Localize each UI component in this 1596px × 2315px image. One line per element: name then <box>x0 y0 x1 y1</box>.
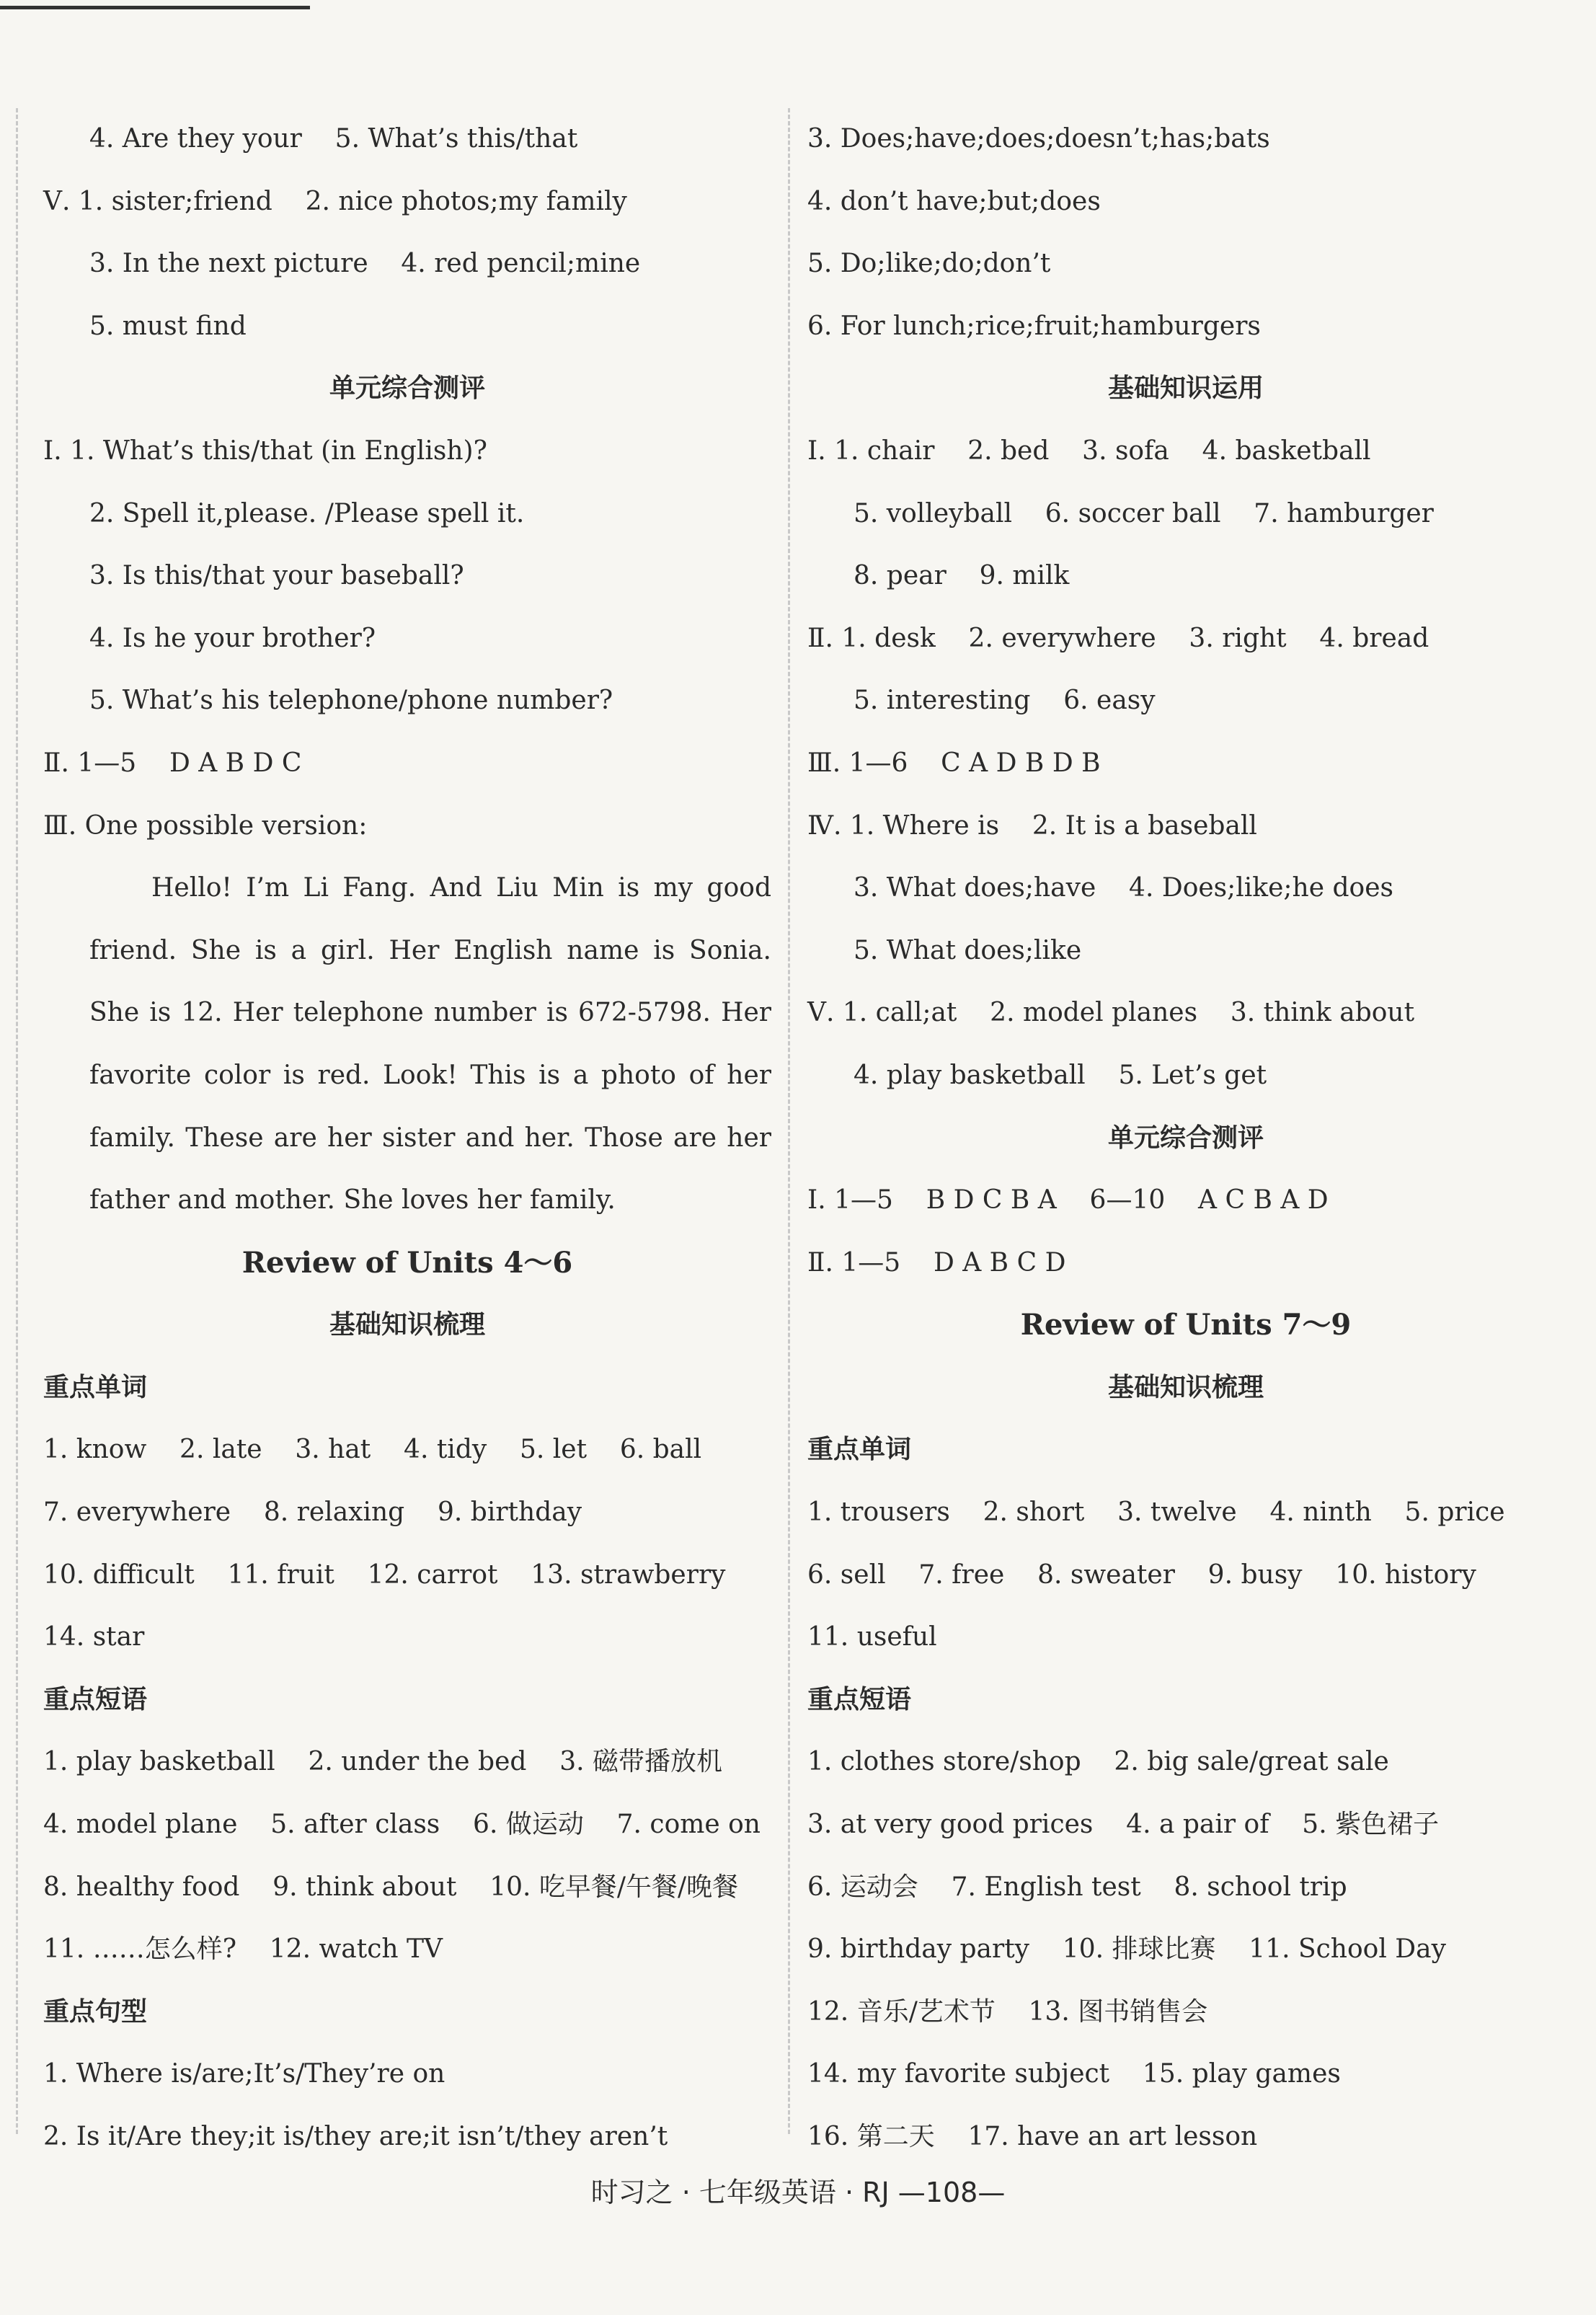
answer-line: 8. pear 9. milk <box>854 561 1070 591</box>
unit-test-heading: 单元综合测评 <box>329 373 485 404</box>
review-heading: Review of Units 4～6 <box>241 1245 573 1280</box>
word-line: 1. know 2. late 3. hat 4. tidy 5. let 6. ball <box>43 1435 702 1465</box>
answer-line: Ⅰ. 1. chair 2. bed 3. sofa 4. basketball <box>807 435 1371 466</box>
answer-line: 5. interesting 6. easy <box>854 686 1156 716</box>
answer-line: Ⅰ. 1. What’s this/that (in English)? <box>43 435 487 466</box>
answer-line: 3. Does;have;does;doesn’t;has;bats <box>807 124 1270 154</box>
column-divider <box>788 108 790 2134</box>
phrases-heading: 重点短语 <box>807 1684 912 1714</box>
word-line: 1. trousers 2. short 3. twelve 4. ninth 5. price <box>807 1497 1505 1528</box>
words-heading: 重点单词 <box>43 1372 148 1402</box>
apply-heading: 基础知识运用 <box>1107 373 1264 404</box>
phrase-line: 9. birthday party 10. 排球比赛 11. School Day <box>807 1934 1446 1965</box>
phrase-line: 16. 第二天 17. have an art lesson <box>807 2122 1258 2151</box>
word-line: 6. sell 7. free 8. sweater 9. busy 10. history <box>807 1559 1476 1590</box>
review-heading: Review of Units 7～9 <box>1020 1308 1352 1342</box>
sentences-heading: 重点句型 <box>43 1996 148 2027</box>
phrase-line: 14. my favorite subject 15. play games <box>807 2059 1341 2089</box>
answer-line: Ⅱ. 1—5 D A B C D <box>807 1247 1066 1278</box>
basics-heading: 基础知识梳理 <box>329 1310 485 1340</box>
answer-line: Ⅴ. 1. call;at 2. model planes 3. think about <box>807 998 1415 1028</box>
page-footer: 时习之 · 七年级英语 · RJ —108— <box>590 2177 1006 2208</box>
left-margin-divider <box>16 108 18 2134</box>
word-line: 11. useful <box>807 1622 937 1652</box>
answer-line: 2. Spell it,please. /Please spell it. <box>89 498 525 528</box>
answer-line: 3. What does;have 4. Does;like;he does <box>854 873 1393 903</box>
answer-line: 6. For lunch;rice;fruit;hamburgers <box>807 311 1261 341</box>
phrase-line: 8. healthy food 9. think about 10. 吃早餐/午餐/晚餐 <box>43 1872 739 1902</box>
sentence-line: 1. Where is/are;It’s/They’re on <box>43 2059 445 2089</box>
right-column <box>807 108 1564 2169</box>
sample-essay <box>43 857 771 1232</box>
answer-line: Ⅰ. 1—5 B D C B A 6—10 A C B A D <box>807 1185 1329 1216</box>
left-column <box>43 108 771 2169</box>
answer-line: 4. play basketball 5. Let’s get <box>854 1060 1267 1090</box>
answer-line: 3. Is this/that your baseball? <box>89 561 464 591</box>
phrase-line: 1. clothes store/shop 2. big sale/great sale <box>807 1747 1389 1777</box>
answer-line: 4. Is he your brother? <box>89 623 376 653</box>
phrase-line: 3. at very good prices 4. a pair of 5. 紫色裙子 <box>807 1810 1440 1840</box>
answer-line: 4. don’t have;but;does <box>807 186 1101 216</box>
word-line: 7. everywhere 8. relaxing 9. birthday <box>43 1497 582 1528</box>
word-line: 14. star <box>43 1622 145 1652</box>
phrases-heading: 重点短语 <box>43 1684 148 1714</box>
answer-line: 4. Are they your 5. What’s this/that <box>89 124 578 154</box>
answer-line: Ⅲ. One possible version: <box>43 810 368 841</box>
answer-line: 5. must find <box>89 311 247 341</box>
left-top-lines <box>43 108 771 358</box>
answer-line: Ⅱ. 1—5 D A B D C <box>43 748 302 778</box>
answer-line: Ⅳ. 1. Where is 2. It is a baseball <box>807 810 1257 841</box>
phrase-line: 4. model plane 5. after class 6. 做运动 7. come on <box>43 1810 761 1840</box>
phrase-line: 11. ……怎么样? 12. watch TV <box>43 1934 443 1965</box>
answer-line: 5. Do;like;do;don’t <box>807 249 1051 279</box>
answer-line: Ⅲ. 1—6 C A D B D B <box>807 748 1101 778</box>
answer-line: 5. What does;like <box>854 935 1082 965</box>
word-line: 10. difficult 11. fruit 12. carrot 13. strawberry <box>43 1559 726 1590</box>
answer-line: 3. In the next picture 4. red pencil;mine <box>89 249 641 279</box>
answer-line: Ⅴ. 1. sister;friend 2. nice photos;my family <box>43 186 627 216</box>
unit-test-heading: 单元综合测评 <box>1107 1123 1264 1153</box>
left-test-lines <box>43 420 771 857</box>
phrase-line: 1. play basketball 2. under the bed 3. 磁带播放机 <box>43 1747 722 1777</box>
essay-text: Hello! I’m Li Fang. And Liu Min is my good friend. She is a girl. Her English name is Sonia. She is 12. Her telephone number is 672-5798. Her favorite color is red. Look! This is a photo of her family. These are her sister and her. Those are her father and mother. She loves her family. <box>89 873 771 1216</box>
top-rule <box>0 6 310 9</box>
words-heading: 重点单词 <box>807 1435 912 1465</box>
phrase-line: 12. 音乐/艺术节 13. 图书销售会 <box>807 1996 1208 2027</box>
answer-line: 5. volleyball 6. soccer ball 7. hamburger <box>854 498 1434 528</box>
sentence-line: 2. Is it/Are they;it is/they are;it isn’t/they aren’t <box>43 2122 668 2151</box>
answer-line: Ⅱ. 1. desk 2. everywhere 3. right 4. bread <box>807 623 1429 653</box>
answer-line: 5. What’s his telephone/phone number? <box>89 686 613 716</box>
phrase-line: 6. 运动会 7. English test 8. school trip <box>807 1872 1347 1902</box>
basics-heading: 基础知识梳理 <box>1107 1372 1264 1402</box>
